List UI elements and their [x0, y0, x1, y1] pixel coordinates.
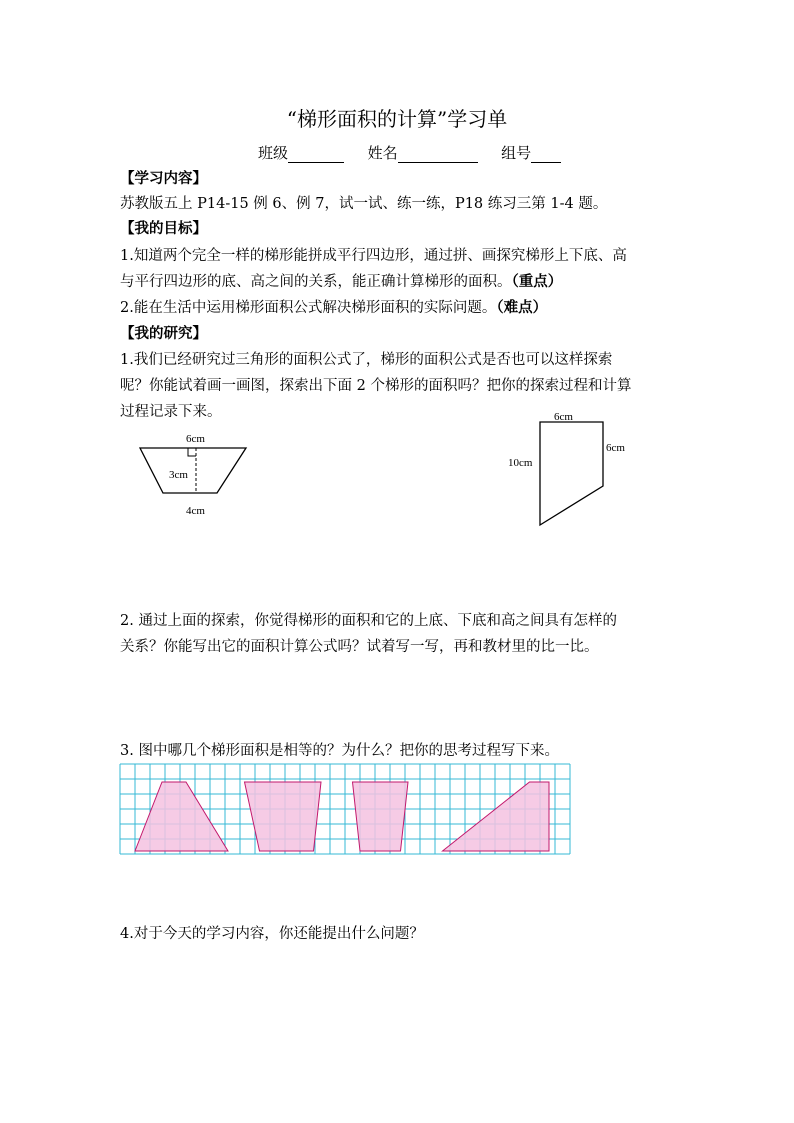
- goal1-line1: 1.知道两个完全一样的梯形能拼成平行四边形，通过拼、画探究梯形上下底、高: [120, 248, 627, 264]
- content-heading: 【学习内容】: [120, 170, 207, 187]
- goal1-tag: （重点）: [511, 273, 563, 290]
- fig1-bottom-label: 4cm: [186, 505, 205, 517]
- right-angle-mark: [188, 448, 196, 456]
- fig2-left-label: 10cm: [508, 457, 533, 469]
- grid-trapezoid-3: [353, 782, 409, 851]
- q1-line1: 1.我们已经研究过三角形的面积公式了，梯形的面积公式是否也可以这样探索: [120, 352, 613, 368]
- grid-shapes: [135, 782, 549, 851]
- fig1-top-label: 6cm: [186, 433, 205, 445]
- fig1-height-label: 3cm: [169, 469, 188, 481]
- goal2-text: 2.能在生活中运用梯形面积公式解决梯形面积的实际问题。: [120, 300, 497, 316]
- goal1-line2: [120, 270, 562, 291]
- q1-line2: 呢？你能试着画一画图，探索出下面 2 个梯形的面积吗？把你的探索过程和计算: [120, 378, 632, 394]
- fig2-top-label: 6cm: [554, 411, 573, 423]
- grid-trapezoid-1: [135, 782, 228, 851]
- goal1-text: 与平行四边形的底、高之间的关系，能正确计算梯形的面积。: [120, 274, 512, 290]
- fig2-right-label: 6cm: [606, 442, 625, 454]
- content-text: 苏教版五上 P14-15 例 6、例 7，试一试、练一练，P18 练习三第 1-4 题。: [120, 196, 608, 212]
- trapezoid-figure-1: [135, 428, 255, 520]
- class-label: 班级: [258, 144, 289, 162]
- trapezoid-1-shape: [140, 448, 246, 493]
- q3-text: 3. 图中哪几个梯形面积是相等的？为什么？把你的思考过程写下来。: [120, 743, 559, 759]
- q1-line3: 过程记录下来。: [120, 404, 222, 420]
- goal2-tag: （难点）: [496, 299, 548, 316]
- group-blank[interactable]: [531, 148, 561, 163]
- research-heading: 【我的研究】: [120, 325, 207, 342]
- q2-line1: 2. 通过上面的探索，你觉得梯形的面积和它的上底、下底和高之间具有怎样的: [120, 613, 617, 629]
- name-blank[interactable]: [398, 148, 478, 163]
- goals-heading: 【我的目标】: [120, 220, 207, 237]
- page-title: “梯形面积的计算”学习单: [286, 107, 508, 131]
- trapezoid-figure-2: [505, 410, 635, 535]
- goal2-line: [120, 296, 547, 317]
- grid-trapezoid-4: [443, 782, 550, 851]
- class-blank[interactable]: [288, 148, 344, 163]
- trapezoid-grid: [120, 764, 570, 860]
- name-label: 姓名: [367, 144, 398, 162]
- q2-line2: 关系？你能写出它的面积计算公式吗？试着写一写，再和教材里的比一比。: [120, 639, 599, 655]
- q4-text: 4.对于今天的学习内容，你还能提出什么问题？: [120, 926, 424, 942]
- trapezoid-2-shape: [540, 422, 603, 525]
- info-fields: [258, 142, 561, 163]
- grid-trapezoid-2: [245, 782, 322, 851]
- group-label: 组号: [501, 144, 532, 162]
